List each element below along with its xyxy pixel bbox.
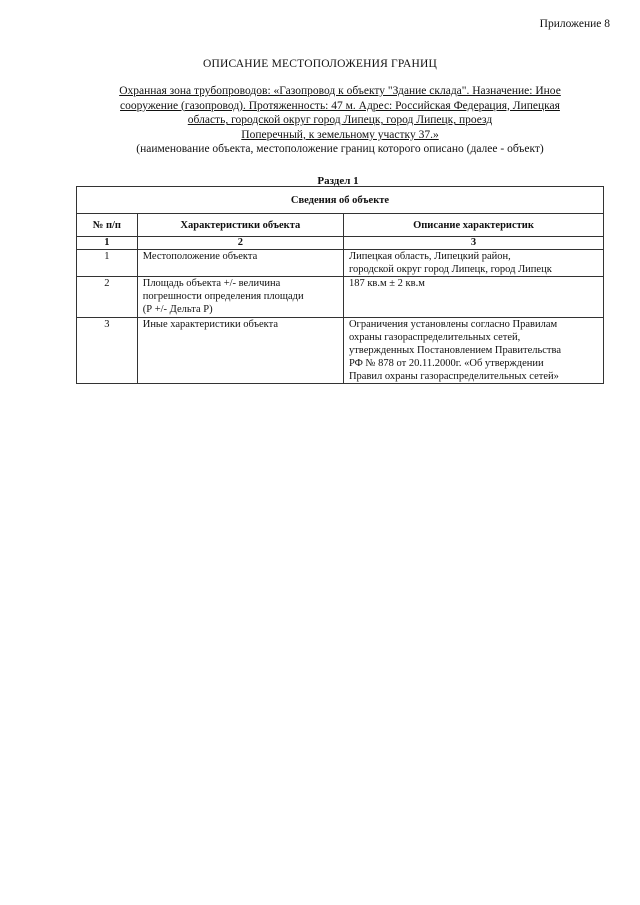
characteristic-text: (Р +/- Дельта Р) <box>142 304 213 315</box>
description-text: утвержденных Постановлением Правительства <box>348 345 561 356</box>
column-number: 3 <box>343 237 603 250</box>
characteristic-cell <box>137 277 343 318</box>
description-text: охраны газораспределительных сетей, <box>348 332 521 343</box>
column-number: 1 <box>77 237 138 250</box>
table-row <box>77 250 604 277</box>
object-description-line: Поперечный, к земельному участку 37.» <box>241 128 439 141</box>
object-description-note: (наименование объекта, местоположение границ которого описано (далее - объект) <box>136 143 544 156</box>
characteristic-text: Площадь объекта +/- величина <box>142 278 281 289</box>
section-title: Раздел 1 <box>317 175 359 187</box>
row-number-cell: 2 <box>77 277 138 318</box>
description-text: Ограничения установлены согласно Правилам <box>348 319 558 330</box>
table-caption-row <box>77 187 604 214</box>
description-text: Правил охраны газораспределительных сетей» <box>348 371 559 382</box>
characteristic-cell <box>137 318 343 384</box>
row-number-cell: 1 <box>77 250 138 277</box>
column-header-characteristic: Характеристики объекта <box>137 214 343 237</box>
appendix-label: Приложение 8 <box>539 18 610 30</box>
table-caption: Сведения об объекте <box>77 187 604 214</box>
description-text: Липецкая область, Липецкий район, <box>348 251 511 262</box>
characteristic-text: Иные характеристики объекта <box>142 319 279 330</box>
characteristic-cell <box>137 250 343 277</box>
document-title: ОПИСАНИЕ МЕСТОПОЛОЖЕНИЯ ГРАНИЦ <box>202 58 438 70</box>
table-header-row <box>77 214 604 237</box>
table-row <box>77 277 604 318</box>
column-header-number: № п/п <box>77 214 138 237</box>
description-cell <box>343 250 603 277</box>
characteristic-text: Местоположение объекта <box>142 251 258 262</box>
object-description-line: сооружение (газопровод). Протяженность: 47 м. Адрес: Российская Федерация, Липецкая <box>120 99 560 112</box>
row-number-cell: 3 <box>77 318 138 384</box>
column-header-description: Описание характеристик <box>343 214 603 237</box>
object-info-table <box>76 186 604 384</box>
column-number: 2 <box>137 237 343 250</box>
description-text: 187 кв.м ± 2 кв.м <box>348 278 425 289</box>
description-text: РФ № 878 от 20.11.2000г. «Об утверждении <box>348 358 544 369</box>
object-description-line: область, городской округ город Липецк, город Липецк, проезд <box>187 114 493 127</box>
description-cell <box>343 277 603 318</box>
table-row <box>77 318 604 384</box>
column-number-row <box>77 237 604 250</box>
description-text: городской округ город Липецк, город Липецк <box>348 264 552 275</box>
description-cell <box>343 318 603 384</box>
object-description <box>84 84 596 157</box>
object-description-line: Охранная зона трубопроводов: «Газопровод к объекту "Здание склада". Назначение: Иное <box>119 85 561 97</box>
characteristic-text: погрешности определения площади <box>142 291 304 302</box>
